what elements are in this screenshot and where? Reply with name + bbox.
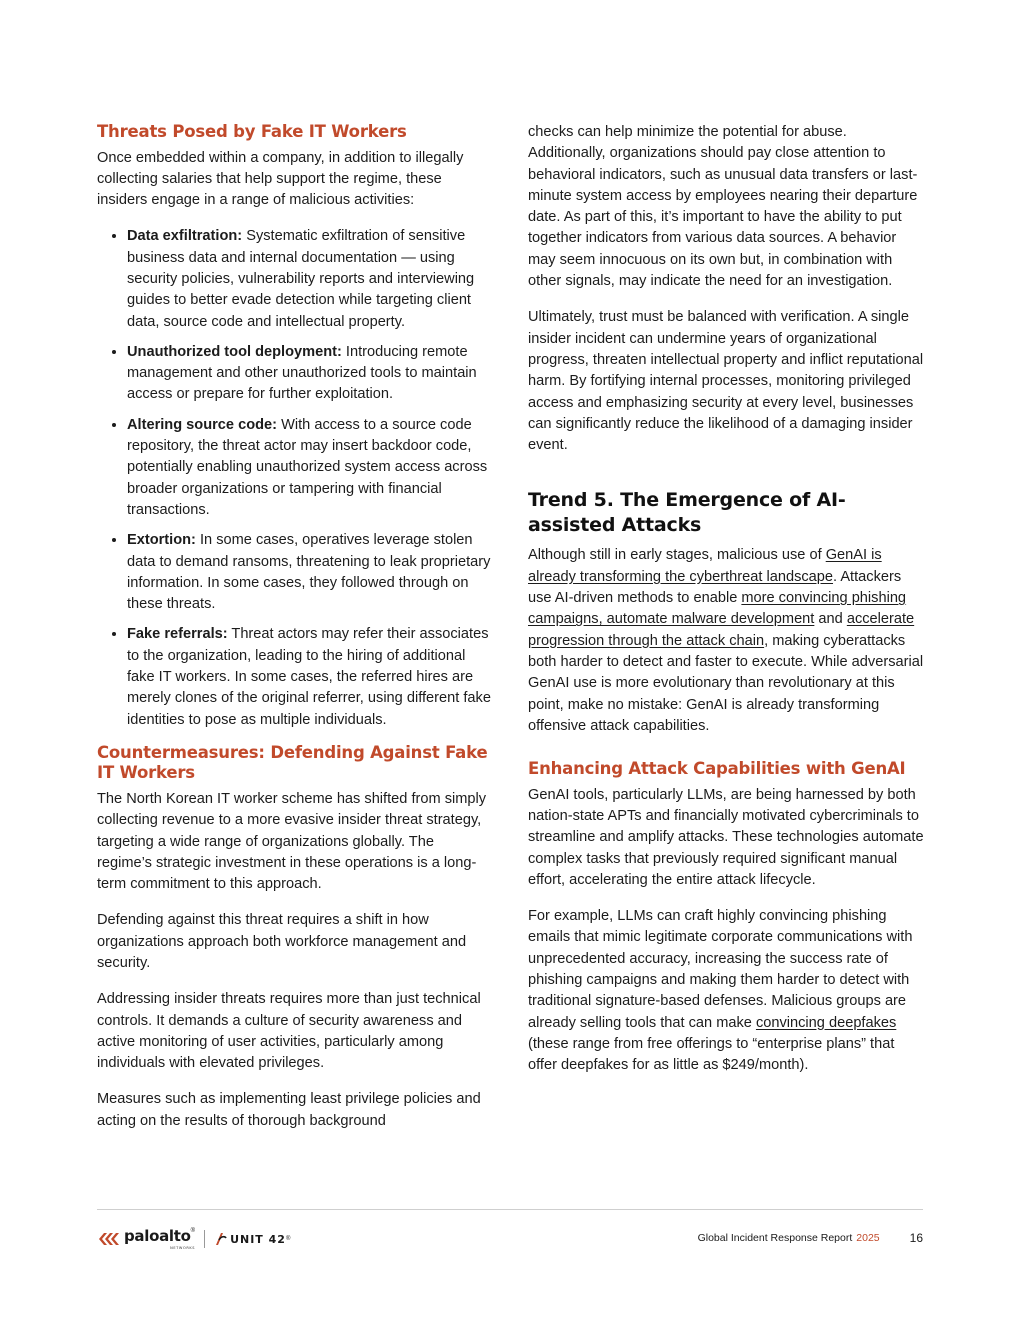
list-item-text: With access to a source code repository, the threat actor may insert backdoor code, potentially enabling unauthorized system access across broader organizations or tampering with financial transactions. bbox=[127, 416, 488, 518]
report-title: Global Incident Response Report bbox=[697, 1232, 853, 1244]
list-item bbox=[127, 225, 492, 332]
trend-paragraph bbox=[528, 545, 924, 737]
text-run: and bbox=[814, 611, 847, 628]
brand-logo bbox=[97, 1228, 290, 1250]
section-heading-countermeasures: Countermeasures: Defending Against Fake IT Workers bbox=[97, 742, 488, 783]
body-paragraph: Ultimately, trust must be balanced with verification. A single insider incident can undermine years of organizational progress, threaten intellectual property and inflict reputational harm. By fortifying internal processes, monitoring privileged access and emphasizing security at every level, businesses can significantly reduce the likelihood of a damaging insider event. bbox=[528, 309, 924, 454]
text-run: Although still in early stages, malicious use of bbox=[528, 547, 826, 564]
registered-mark: ® bbox=[190, 1228, 196, 1234]
paloalto-logo-icon bbox=[97, 1230, 121, 1248]
text-run: For example, LLMs can craft highly convincing phishing emails that mimic legitimate corporate communications with unprecedented accuracy, increasing the success rate of phishing campaigns and making them harder to detect with traditional signature-based defenses. Malicious groups are already selling tools that can make bbox=[528, 908, 913, 1031]
body-paragraph bbox=[528, 906, 924, 1076]
list-item-lead: Unauthorized tool deployment: bbox=[127, 343, 342, 360]
list-item-text: Systematic exfiltration of sensitive business data and internal documentation — using security policies, vulnerability reports and interviewing guides to better evade detection while targeting client data, source code and intellectual property. bbox=[127, 228, 475, 330]
genai-landscape-link[interactable]: GenAI is already transforming the cyberthreat landscape bbox=[528, 547, 882, 585]
body-paragraph: checks can help minimize the potential for abuse. Additionally, organizations should pay close attention to behavioral indicators, such as unusual data transfers or last-minute system access by employees nearing their departure date. As part of this, it’s important to have the ability to put together indicators from various data sources. A behavior may seem innocuous on its own but, in combination with other signals, may indicate the need for an investigation. bbox=[528, 124, 918, 290]
list-item-lead: Extortion: bbox=[127, 532, 196, 549]
list-item-lead: Fake referrals: bbox=[127, 626, 228, 643]
paloalto-wordmark-text: paloalto bbox=[124, 1227, 191, 1245]
report-year: 2025 bbox=[856, 1232, 880, 1244]
unit42-wordmark: UNIT 42 bbox=[230, 1232, 286, 1246]
left-column bbox=[97, 122, 492, 1132]
list-item-text: In some cases, operatives leverage stolen data to demand ransoms, threatening to leak proprietary information. In some cases, they followed through on these threats. bbox=[127, 532, 491, 613]
body-paragraph: Addressing insider threats requires more than just technical controls. It demands a culture of security awareness and active monitoring of user activities, particularly among individuals with elevated privileges. bbox=[97, 991, 481, 1072]
text-run: , making cyberattacks both harder to detect and faster to execute. While adversarial GenAI use is more evolutionary than revolutionary at this point, make no mistake: GenAI is already transforming offensive attack capabilities. bbox=[528, 632, 924, 734]
deepfakes-link[interactable]: convincing deepfakes bbox=[755, 1014, 897, 1031]
list-item-text: Threat actors may refer their associates to the organization, leading to the hiring of additional fake IT workers. In some cases, the referred hires are merely clones of the original referrer, using different fake identities to pose as multiple individuals. bbox=[127, 626, 491, 728]
text-run: . Attackers use AI-driven methods to enable bbox=[528, 568, 902, 607]
paloalto-wordmark bbox=[121, 1228, 195, 1250]
right-column bbox=[528, 122, 924, 1076]
body-paragraph: The North Korean IT worker scheme has shifted from simply collecting revenue to a more evasive insider threat strategy, targeting a wide range of organizations globally. The regime’s strategic investment in these operations is a long-term commitment to this approach. bbox=[97, 790, 487, 893]
unit42-logo-icon bbox=[213, 1232, 227, 1246]
malicious-activities-list bbox=[97, 225, 492, 731]
page-footer bbox=[97, 1226, 923, 1256]
list-item bbox=[127, 414, 492, 521]
footer-divider bbox=[97, 1209, 923, 1210]
phishing-malware-link[interactable]: more convincing phishing campaigns, automate malware development bbox=[528, 590, 907, 628]
attack-chain-link[interactable]: accelerate progression through the attack chain bbox=[528, 611, 915, 649]
body-paragraph: Measures such as implementing least privilege policies and acting on the results of thorough background bbox=[97, 1091, 481, 1129]
page-number: 16 bbox=[909, 1231, 923, 1245]
body-paragraph: Defending against this threat requires a shift in how organizations approach both workforce management and security. bbox=[97, 912, 467, 971]
list-item bbox=[127, 341, 492, 406]
body-paragraph: GenAI tools, particularly LLMs, are being harnessed by both nation-state APTs and financially motivated cybercriminals to streamline and amplify attacks. These technologies automate complex tasks that previously required significant manual effort, accelerating the entire attack lifecycle. bbox=[528, 786, 924, 888]
registered-mark: ® bbox=[285, 1236, 291, 1242]
list-item-lead: Altering source code: bbox=[127, 416, 278, 433]
text-run: (these range from free offerings to “enterprise plans” that offer deepfakes for as little as $249/month). bbox=[528, 1035, 895, 1074]
list-item-text: Introducing remote management and other unauthorized tools to maintain access or prepare for further exploitation. bbox=[127, 343, 477, 403]
list-item bbox=[127, 529, 492, 615]
list-item bbox=[127, 623, 492, 730]
section-heading-threats: Threats Posed by Fake IT Workers bbox=[97, 122, 407, 141]
trend-heading: Trend 5. The Emergence of AI-assisted Attacks bbox=[528, 489, 846, 537]
threats-intro-paragraph: Once embedded within a company, in addition to illegally collecting salaries that help support the regime, these insiders engage in a range of malicious activities: bbox=[97, 149, 464, 209]
list-item-lead: Data exfiltration: bbox=[127, 228, 243, 245]
logo-separator bbox=[204, 1230, 205, 1248]
section-heading-genai: Enhancing Attack Capabilities with GenAI bbox=[528, 759, 906, 779]
paloalto-networks-text: NETWORKS bbox=[170, 1246, 196, 1250]
footer-meta bbox=[698, 1231, 923, 1245]
